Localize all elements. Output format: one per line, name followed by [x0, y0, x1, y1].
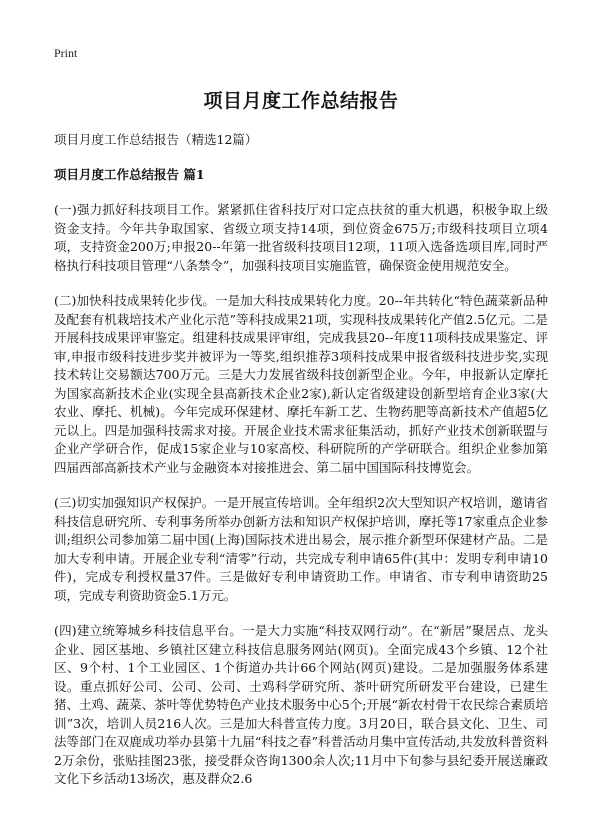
paragraph-1: (一)强力抓好科技项目工作。紧紧抓住省科技厅对口定点扶贫的重大机遇，积极争取上级资金支持。今年共争取国家、省级立项支持14项，到位资金675万;市级科技项目立项4项，支持资金200万;申报20--年第一批省级科技项目12项，11项入选备选项目库,同时严格执行科技项目管理“八条禁令”，加强科技项目实施监管，确保资金使用规范安全。 [54, 202, 548, 273]
paragraph-2: (二)加快科技成果转化步伐。一是加大科技成果转化力度。20--年共转化“特色蔬菜新品种及配套有机栽培技术产业化示范”等科技成果21项，实现科技成果转化产值2.5亿元。二是开展科技成果评审鉴定。组建科技成果评审组，完成我县20--年度11项科技成果鉴定、评审,申报市级科技进步奖并被评为一等奖,组织推荐3项科技成果申报省级科技进步奖,实现技术转让交易额达700万元。三是大力发展省级科技创新型企业。今年，申报新认定摩托为国家高新技术企业(实现全县高新技术企业2家),新认定省级建设创新型培育企业3家(大农业、摩托、机械)。今年完成环保建材、摩托车新工艺、生物药肥等高新技术产值超5亿元以上。四是加强科技需求对接。开展企业技术需求征集活动，抓好产业技术创新联盟与企业产学研合作，促成15家企业与10家高校、科研院所的产学研联合。组织企业参加第四届西部高新技术产业与金融资本对接推进会、第二届中国国际科技博览会。 [54, 293, 548, 475]
document-title: 项目月度工作总结报告 [203, 90, 399, 112]
document-subtitle: 项目月度工作总结报告（精选12篇） [54, 132, 258, 147]
section-heading: 项目月度工作总结报告 篇1 [54, 167, 205, 182]
paragraph-4: (四)建立统筹城乡科技信息平台。一是大力实施“科技双网行动”。在“新居”聚居点、龙头企业、园区基地、乡镇社区建立科技信息服务网站(网页)。全面完成43个乡镇、12个社区、9个村、1个工业园区、1个街道办共计66个网站(网页)建设。二是加强服务体系建设。重点抓好公司、公司、公司、土鸡科学研究所、茶叶研究所研发平台建设，已建生猪、土鸡、蔬菜、茶叶等优势特色产业技术服务中心5个;开展“新农村骨干农民综合素质培训”3次，培训人员216人次。三是加大科普宣传力度。3月20日，联合县文化、卫生、司法等部门在双鹿成功举办县第十九届“科技之春”科普活动月集中宣传活动,共发放科普资料2万余份，张贴挂图23张，接受群众咨询1300余人次;11月中下旬参与县纪委开展送廉政文化下乡活动13场次，惠及群众2.6 [54, 623, 548, 786]
print-label: Print [54, 46, 78, 60]
paragraph-3: (三)切实加强知识产权保护。一是开展宣传培训。全年组织2次大型知识产权培训，邀请省科技信息研究所、专利事务所举办创新方法和知识产权保护培训，摩托等17家重点企业参训;组织公司参加第二届中国(上海)国际技术进出易会，展示推介新型环保建材产品。二是加大专利申请。开展企业专利“清零”行动，共完成专利申请65件(其中：发明专利申请10件)，完成专利授权量37件。三是做好专利申请资助工作。申请省、市专利申请资助25项，完成专利资助资金5.1万元。 [54, 495, 548, 603]
